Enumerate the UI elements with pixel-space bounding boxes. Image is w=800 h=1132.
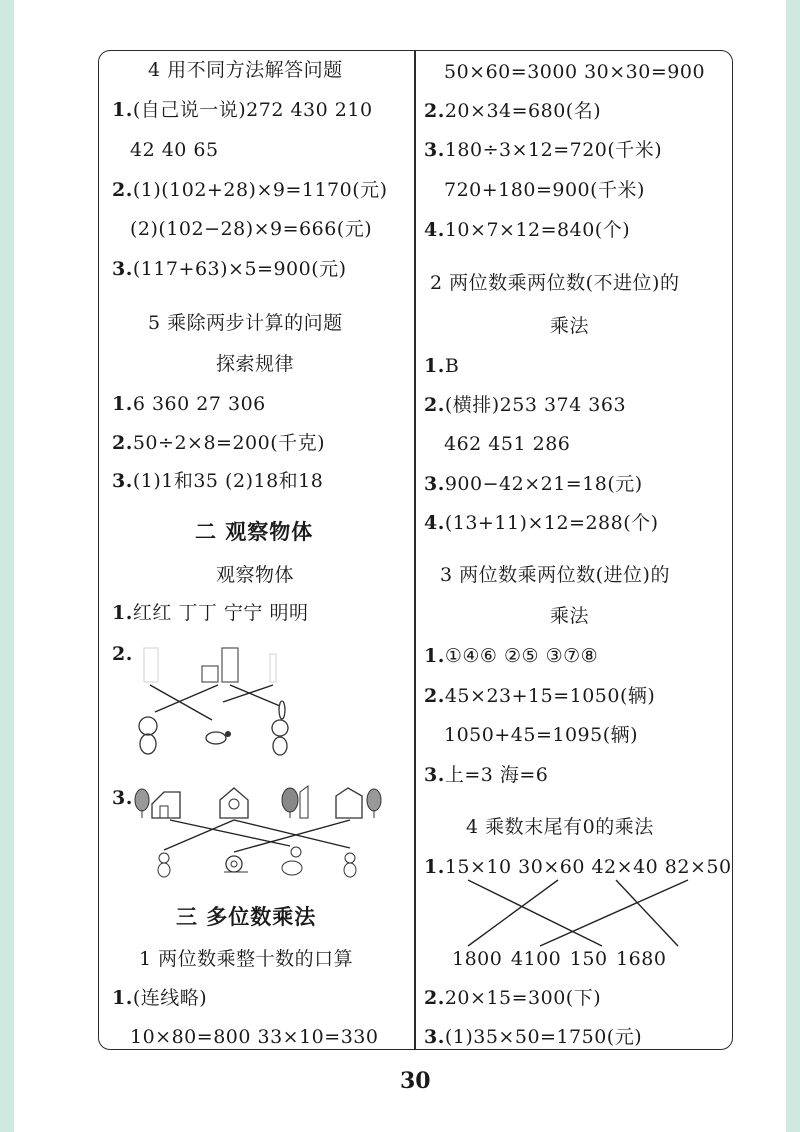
answer-line: 2.20×34=680(名) bbox=[424, 100, 602, 122]
answer-line: 1.B bbox=[424, 355, 460, 377]
duck-icon bbox=[282, 847, 302, 875]
answer-line: 3.900−42×21=18(元) bbox=[424, 473, 643, 495]
section-heading: 3 两位数乘两位数(进位)的 bbox=[440, 564, 670, 586]
answer-line: 1800 4100 150 1680 bbox=[452, 948, 667, 970]
answer-line: 50×60=3000 30×30=900 bbox=[444, 61, 706, 83]
house-with-tree-right-icon bbox=[336, 788, 381, 818]
page-number: 30 bbox=[400, 1068, 431, 1094]
answer-line: 1.①④⑥ ②⑤ ③⑦⑧ bbox=[424, 645, 599, 667]
monkey-icon bbox=[139, 717, 157, 754]
section-subheading: 观察物体 bbox=[216, 564, 295, 586]
answer-line: 1.(自己说一说)272 430 210 bbox=[112, 99, 373, 121]
section-subheading: 探索规律 bbox=[216, 353, 295, 375]
answer-line: 3.上=3 海=6 bbox=[424, 764, 549, 786]
answer-line: 3.(1)1和35 (2)18和18 bbox=[112, 470, 324, 492]
answer-line: 1.红红 丁丁 宁宁 明明 bbox=[112, 602, 309, 624]
snail-icon bbox=[224, 856, 248, 872]
house-with-tree-icon bbox=[135, 789, 180, 818]
answer-line: 42 40 65 bbox=[130, 139, 219, 161]
answer-line: 1.15×10 30×60 42×40 82×50 bbox=[424, 856, 732, 878]
answer-line: 2.20×15=300(下) bbox=[424, 987, 602, 1009]
chapter-heading: 二 观察物体 bbox=[195, 519, 314, 544]
tree-house-icon bbox=[282, 786, 308, 818]
answer-line: 2. bbox=[112, 643, 133, 665]
answer-line: 4.10×7×12=840(个) bbox=[424, 219, 631, 241]
answer-line: 2.(1)(102+28)×9=1170(元) bbox=[112, 179, 388, 201]
section-heading: 5 乘除两步计算的问题 bbox=[148, 312, 343, 334]
answer-line: 3.(117+63)×5=900(元) bbox=[112, 258, 347, 280]
answer-line: 10×80=800 33×10=330 bbox=[130, 1026, 379, 1048]
answer-line: 2.(横排)253 374 363 bbox=[424, 394, 627, 416]
view-matching-figure bbox=[130, 640, 290, 760]
answer-line: 3. bbox=[112, 787, 133, 809]
answer-line: 4.(13+11)×12=288(个) bbox=[424, 512, 659, 534]
answer-line: 720+180=900(千米) bbox=[444, 179, 645, 201]
section-heading-cont: 乘法 bbox=[550, 605, 590, 627]
answer-line: 3.180÷3×12=720(千米) bbox=[424, 139, 663, 161]
answer-line: 2.50÷2×8=200(千克) bbox=[112, 432, 326, 454]
bird-icon bbox=[206, 731, 231, 744]
column-divider bbox=[414, 50, 416, 1050]
answer-line: 462 451 286 bbox=[444, 433, 571, 455]
section-heading: 2 两位数乘两位数(不进位)的 bbox=[430, 272, 680, 294]
product-matching-lines bbox=[420, 874, 720, 954]
answer-line: (2)(102−28)×9=666(元) bbox=[130, 218, 373, 240]
chapter-heading: 三 多位数乘法 bbox=[176, 904, 317, 929]
section-heading: 1 两位数乘整十数的口算 bbox=[139, 948, 354, 970]
answer-line: 1.(连线略) bbox=[112, 987, 208, 1009]
rabbit-icon bbox=[272, 701, 288, 755]
round-window-house-icon bbox=[220, 788, 248, 818]
section-heading: 4 用不同方法解答问题 bbox=[148, 59, 343, 81]
section-heading-cont: 乘法 bbox=[550, 315, 590, 337]
answer-line: 1.6 360 27 306 bbox=[112, 393, 266, 415]
answer-line: 3.(1)35×50=1750(元) bbox=[424, 1026, 643, 1048]
section-heading: 4 乘数末尾有0的乘法 bbox=[466, 816, 654, 838]
chick-icon bbox=[158, 853, 170, 877]
house-matching-figure bbox=[130, 782, 390, 882]
chick-right-icon bbox=[344, 853, 356, 877]
answer-line: 1050+45=1095(辆) bbox=[444, 724, 639, 746]
answer-line: 2.45×23+15=1050(辆) bbox=[424, 685, 656, 707]
